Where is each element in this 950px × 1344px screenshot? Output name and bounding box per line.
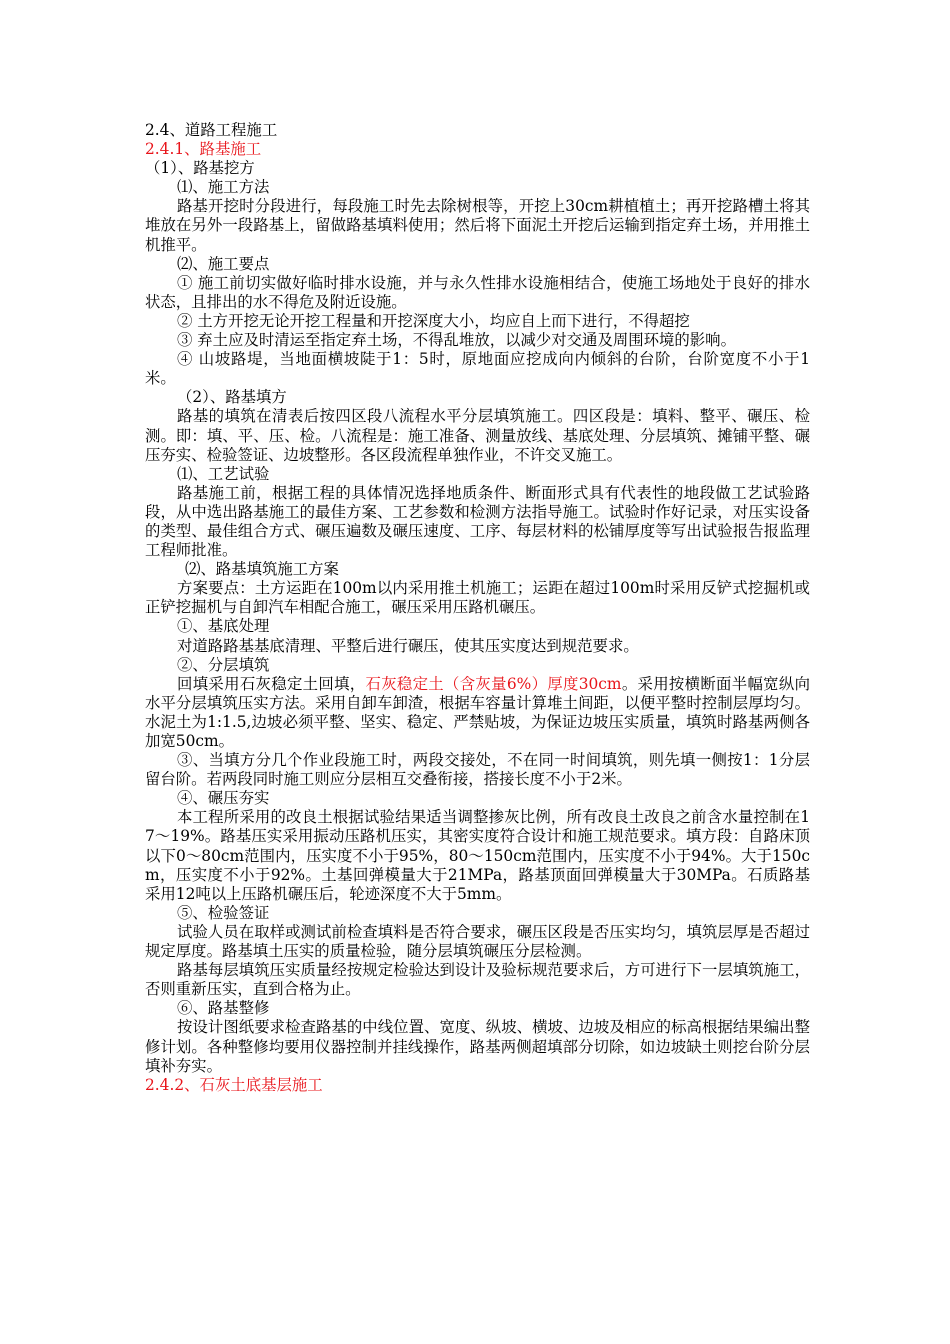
section-heading: 2.4、道路工程施工: [145, 121, 278, 139]
paragraph: 对道路路基基底清理、平整后进行碾压，使其压实度达到规范要求。: [177, 636, 639, 655]
paragraph: ③ 弃土应及时清运至指定弃土场，不得乱堆放，以减少对交通及周围环境的影响。: [177, 331, 736, 350]
item-heading: （2）、路基填方: [177, 388, 287, 407]
paragraph: ④ 山坡路堤，当地面横坡陡于1：5时，原地面应挖成向内倾斜的台阶，台阶宽度不小于1米。: [145, 350, 810, 388]
sub-item-heading: ⑥、路基整修: [177, 999, 270, 1018]
sub-item-heading: ②、分层填筑: [177, 655, 270, 674]
sub-item-heading: ⑴、施工方法: [177, 178, 270, 197]
paragraph: 路基开挖时分段进行，每段施工时先去除树根等，开挖上30cm耕植植土；再开挖路槽土将其堆放在另外一段路基上，留做路基填料使用；然后将下面泥土开挖后运输到指定弃土场，并用推土机推平。: [145, 197, 810, 254]
paragraph: 路基施工前，根据工程的具体情况选择地质条件、断面形式具有代表性的地段做工艺试验路段，从中选出路基施工的最佳方案、工艺参数和检测方法指导施工。试验时作好记录，对压实设备的类型、最佳组合方式、碾压遍数及碾压速度、工序、每层材料的松铺厚度等写出试验报告报监理工程师批准。: [145, 483, 810, 560]
highlighted-text: 石灰稳定土（含灰量6%）厚度30cm: [365, 674, 622, 693]
sub-item-heading: ⑴、工艺试验: [177, 464, 270, 483]
paragraph-text: 回填采用石灰稳定土回填，: [177, 674, 366, 693]
paragraph: [145, 675, 810, 751]
paragraph: 试验人员在取样或测试前检查填料是否符合要求，碾压区段是否压实均匀，填筑层厚是否超过规定厚度。路基填土压实的质量检验，随分层填筑碾压分层检测。: [145, 922, 810, 961]
paragraph: 方案要点：土方运距在100m以内采用推土机施工；运距在超过100m时采用反铲式挖掘机或正铲挖掘机与自卸汽车相配合施工，碾压采用压路机碾压。: [145, 579, 810, 617]
paragraph: 路基每层填筑压实质量经按规定检验达到设计及验标规范要求后，方可进行下一层填筑施工，否则重新压实，直到合格为止。: [145, 961, 810, 999]
item-heading: （1）、路基挖方: [145, 159, 255, 178]
paragraph: 路基的填筑在清表后按四区段八流程水平分层填筑施工。四区段是：填料、整平、碾压、检测。即：填、平、压、检。八流程是：施工准备、测量放线、基底处理、分层填筑、摊铺平整、碾压夯实、检验签证、边坡整形。各区段流程单独作业，不许交叉施工。: [145, 407, 810, 464]
sub-item-heading: ⑤、检验签证: [177, 903, 270, 922]
paragraph: 本工程所采用的改良土根据试验结果适当调整掺灰比例，所有改良土改良之前含水量控制在17～19%。路基压实采用振动压路机压实，其密实度符合设计和施工规范要求。填方段：自路床顶以下0～80cm范围内，压实度不小于95%，80～150cm范围内，压实度不小于94%。大于150cm，压实度不小于92%。土基回弹模量大于21MPa，路基顶面回弹模量大于30MPa。石质路基采用12吨以上压路机碾压后，轮迹深度不大于5mm。: [145, 808, 810, 903]
subsection-heading: 2.4.2、石灰土底基层施工: [145, 1075, 323, 1094]
paragraph: ③、当填方分几个作业段施工时，两段交接处，不在同一时间填筑，则先填一侧按1：1分层留台阶。若两段同时施工则应分层相互交叠衔接，搭接长度不小于2米。: [145, 751, 810, 789]
paragraph: ② 土方开挖无论开挖工程量和开挖深度大小，均应自上而下进行，不得超挖: [177, 311, 690, 330]
sub-item-heading: ①、基底处理: [177, 617, 270, 636]
sub-item-heading: ④、碾压夯实: [177, 789, 270, 808]
paragraph-text: 。采用按横断面半幅宽纵向水平分层填筑压实方法。采用自卸车卸渣，根据车容量计算堆土间距，以便平整时控制层厚均匀。水泥土为1:1.5,边坡必须平整、坚实、稳定、严禁贴坡，为保证边坡压实质量，填筑时路基两侧各加宽50cm。: [145, 674, 810, 750]
paragraph: 按设计图纸要求检查路基的中线位置、宽度、纵坡、横坡、边坡及相应的标高根据结果编出整修计划。各种整修均要用仪器控制并挂线操作，路基两侧超填部分切除，如边坡缺土则挖台阶分层填补夯实。: [145, 1018, 810, 1075]
paragraph: ① 施工前切实做好临时排水设施，并与永久性排水设施相结合，使施工场地处于良好的排水状态，且排出的水不得危及附近设施。: [145, 273, 810, 311]
document-body: [145, 121, 810, 1095]
sub-item-heading: ⑵、路基填筑施工方案: [185, 560, 339, 579]
subsection-heading: 2.4.1、路基施工: [145, 140, 262, 159]
sub-item-heading: ⑵、施工要点: [177, 254, 270, 273]
